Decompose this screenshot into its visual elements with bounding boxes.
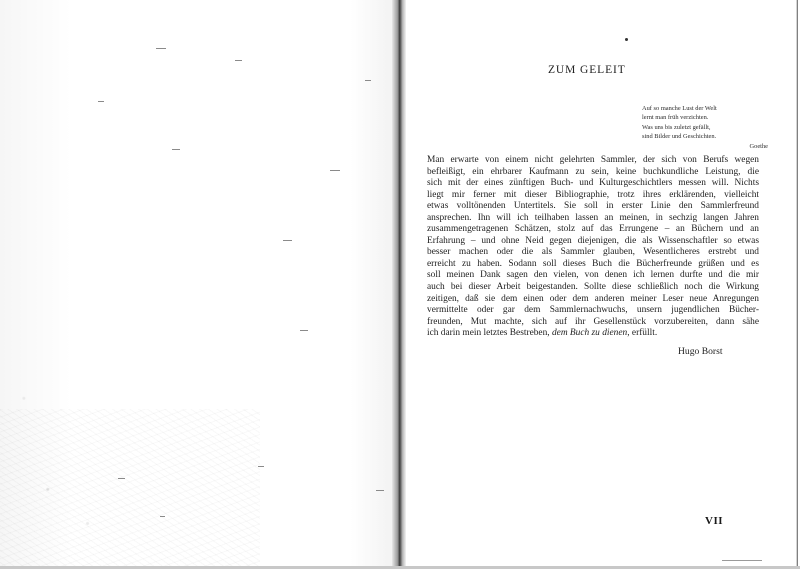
body-line: etwas volltönenden Untertitels. Sie soll in erster Linie den Sammlerfreund: [427, 201, 759, 212]
scan-speck: [258, 466, 264, 467]
body-line: zusammengetragenen Schätzen, stolz auf das Errungene – an Büchern und an: [427, 224, 759, 235]
body-line: auch bei dieser Arbeit beigestanden. Sollte diese schließlich noch die Wirkung: [427, 282, 759, 293]
scan-speck: [172, 149, 180, 150]
scan-speck: [283, 240, 292, 241]
scan-grain: [0, 409, 260, 569]
scan-speck: [330, 170, 340, 171]
left-page-blank: [0, 0, 398, 569]
body-line: erreicht zu haben. Sodann soll dieses Buch die Bücherfreunde grüßen und es: [427, 258, 759, 269]
page-number: VII: [705, 515, 724, 527]
body-paragraph: [427, 155, 759, 340]
last-line-emphasis: dem Buch zu dienen: [551, 328, 628, 339]
body-line: befleißigt, ein ehrbarer Kaufmann zu sein, keine buchkundliche Leistung, die: [427, 166, 759, 177]
scan-speck: [376, 490, 384, 491]
body-line: ansprechen. Ihn will ich teilhaben lassen an meinen, in sechzig langen Jahren: [427, 212, 759, 223]
scan-dot: [625, 38, 628, 41]
scan-speck: [722, 560, 762, 561]
motto-line: Was uns bis zuletzt gefällt,: [642, 123, 711, 131]
page-heading: ZUM GELEIT: [548, 64, 626, 76]
scan-speck: [235, 60, 242, 61]
body-line: soll meinen Dank sagen den vielen, von denen ich lernen durfte und die mir: [427, 270, 759, 281]
last-line-start: ich darin mein letztes Bestreben,: [427, 328, 552, 339]
motto-author: Goethe: [749, 143, 768, 151]
page-edge: [796, 0, 798, 569]
body-line: vermittelte oder gar dem Sammlernachwuchs, unsern jugendlichen Bücher-: [427, 305, 759, 316]
body-line: zeitigen, daß sie dem einen oder dem anderen meiner Leser neue Anregungen: [427, 293, 759, 304]
last-line-end: , erfüllt.: [627, 328, 658, 339]
motto-line: sind Bilder und Geschichten.: [642, 132, 717, 140]
body-line: liegt mir ferner mit dieser Bibliographie, trotz ihres erklärenden, vielleicht: [427, 189, 759, 200]
motto-line: Auf so manche Lust der Welt: [642, 105, 717, 112]
body-line: freunden, Mut machte, sich auf ihr Gesellenstück vorzubereiten, dann sähe: [427, 316, 759, 327]
signature: Hugo Borst: [678, 346, 723, 357]
body-line: besser machen oder die als Sammler glauben, Wesentlicheres erstrebt und: [427, 247, 759, 258]
scan-speck: [156, 48, 166, 49]
body-line: Erfahrung – und ohne Neid gegen diejenigen, die als Wissenschaftler so etwas: [427, 235, 759, 246]
scan-speck: [160, 516, 165, 517]
body-line: Man erwarte von einem nicht gelehrten Sammler, der sich von Berufs wegen: [427, 155, 759, 165]
scan-speck: [365, 80, 371, 81]
scan-speck: [98, 101, 104, 102]
motto-block: [642, 104, 768, 151]
book-gutter: [392, 0, 406, 569]
motto-line: lernt man früh verzichten.: [642, 114, 709, 122]
body-line: sich mit der eines zünftigen Buch- und Kulturgeschichtlers messen will. Nichts: [427, 178, 759, 189]
scan-speck: [300, 330, 308, 331]
right-page: [406, 0, 800, 569]
body-last-line: [427, 328, 759, 340]
scan-speck: [118, 478, 125, 479]
